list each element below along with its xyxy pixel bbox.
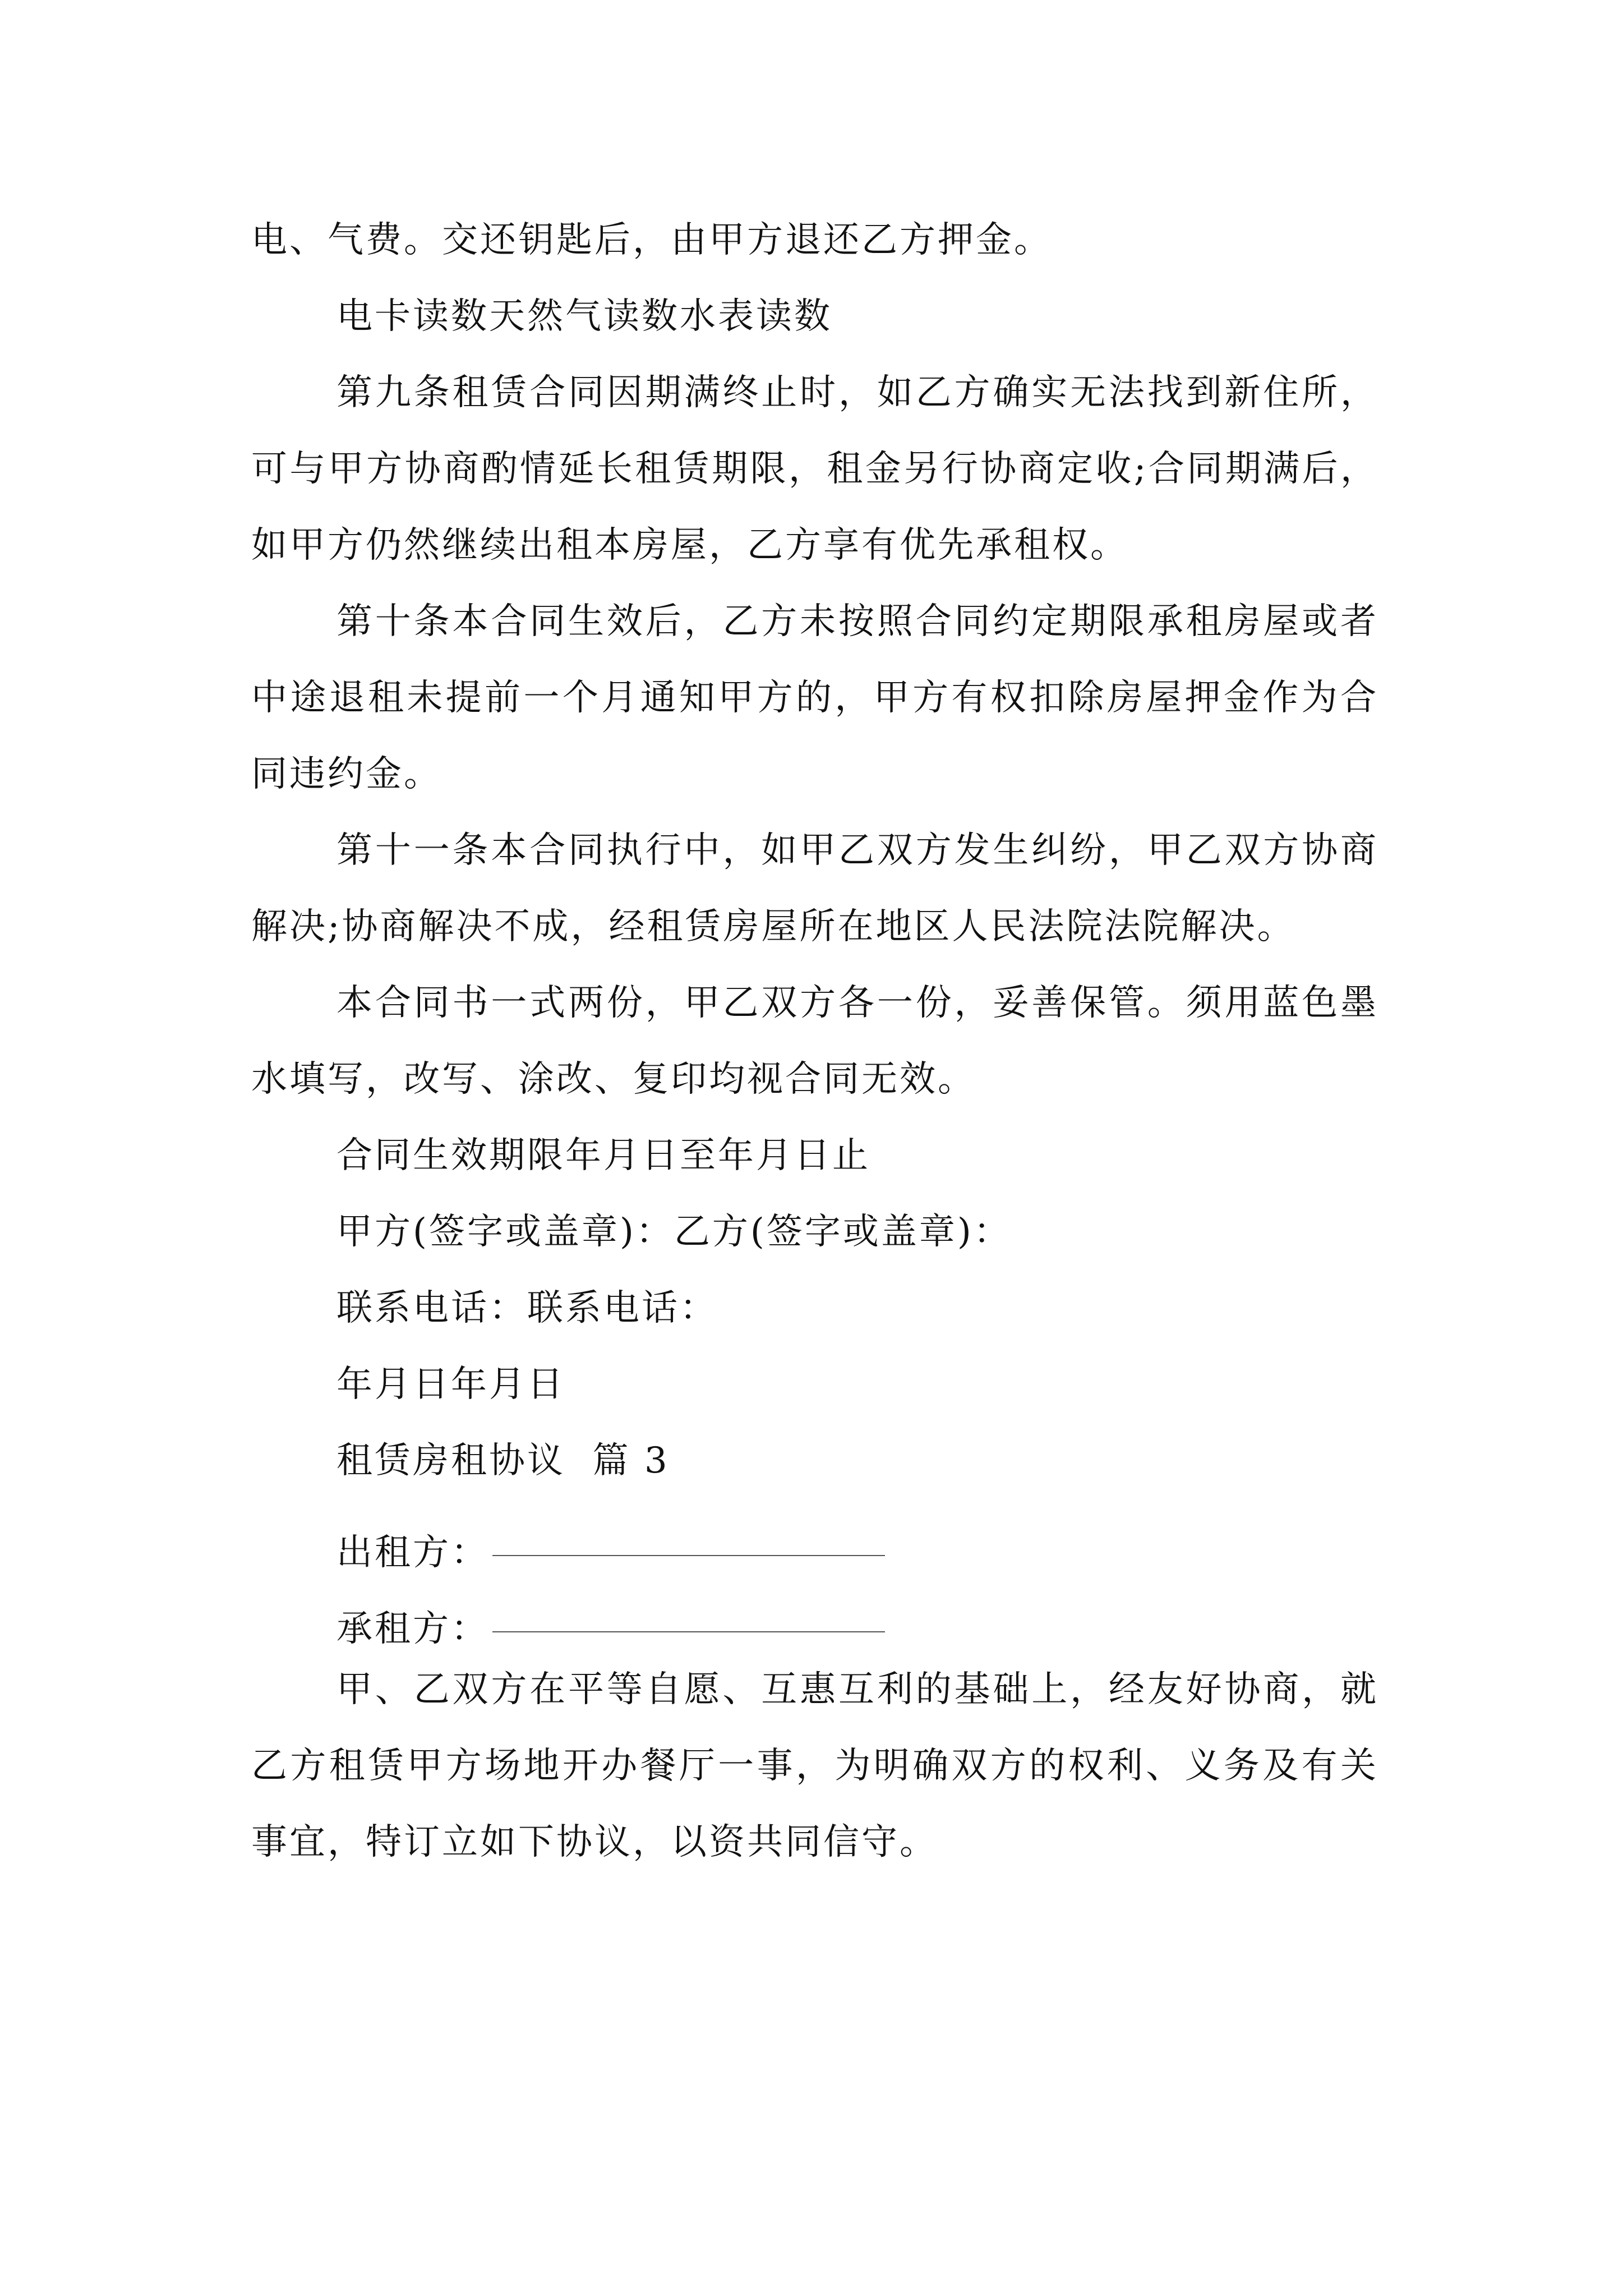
paragraph-article-9: 第九条租赁合同因期满终止时，如乙方确实无法找到新住所，可与甲方协商酌情延长租赁期限，租金另行协商定收;合同期满后，如甲方仍然继续出租本房屋，乙方享有优先承租权。 — [251, 372, 1378, 566]
paragraph-agreement-intro: 甲、乙双方在平等自愿、互惠互利的基础上，经友好协商，就乙方租赁甲方场地开办餐厅一事，为明确双方的权利、义务及有关事宜，特订立如下协议，以资共同信守。 — [251, 1669, 1378, 1863]
paragraph-deposit-return: 电、气费。交还钥匙后，由甲方退还乙方押金。 — [251, 219, 1052, 261]
paragraph-article-10: 第十条本合同生效后，乙方未按照合同约定期限承租房屋或者中途退租未提前一个月通知甲方的，甲方有权扣除房屋押金作为合同违约金。 — [251, 601, 1378, 795]
paragraph-signatures: 甲方(签字或盖章)：乙方(签字或盖章)： — [336, 1211, 1012, 1253]
paragraph-dates: 年月日年月日 — [336, 1364, 565, 1405]
section-title-part-3: 租赁房租协议 篇 3 — [336, 1440, 670, 1481]
document-body — [251, 202, 1378, 1880]
paragraph-effective-period: 合同生效期限年月日至年月日止 — [336, 1135, 870, 1176]
paragraph-contact-phones: 联系电话：联系电话： — [336, 1287, 718, 1329]
paragraph-copies: 本合同书一式两份，甲乙双方各一份，妥善保管。须用蓝色墨水填写，改写、涂改、复印均视合同无效。 — [251, 982, 1378, 1100]
lessee-field-row — [251, 1575, 1378, 1651]
lessor-field-row — [251, 1499, 1378, 1575]
paragraph-meter-readings: 电卡读数天然气读数水表读数 — [336, 296, 832, 337]
lessee-label: 承租方： — [336, 1608, 489, 1650]
lessee-blank-line[interactable] — [492, 1604, 885, 1632]
paragraph-article-11: 第十一条本合同执行中，如甲乙双方发生纠纷，甲乙双方协商解决;协商解决不成，经租赁房屋所在地区人民法院法院解决。 — [251, 830, 1378, 947]
lessor-blank-line[interactable] — [492, 1528, 885, 1556]
lessor-label: 出租方： — [336, 1532, 489, 1573]
